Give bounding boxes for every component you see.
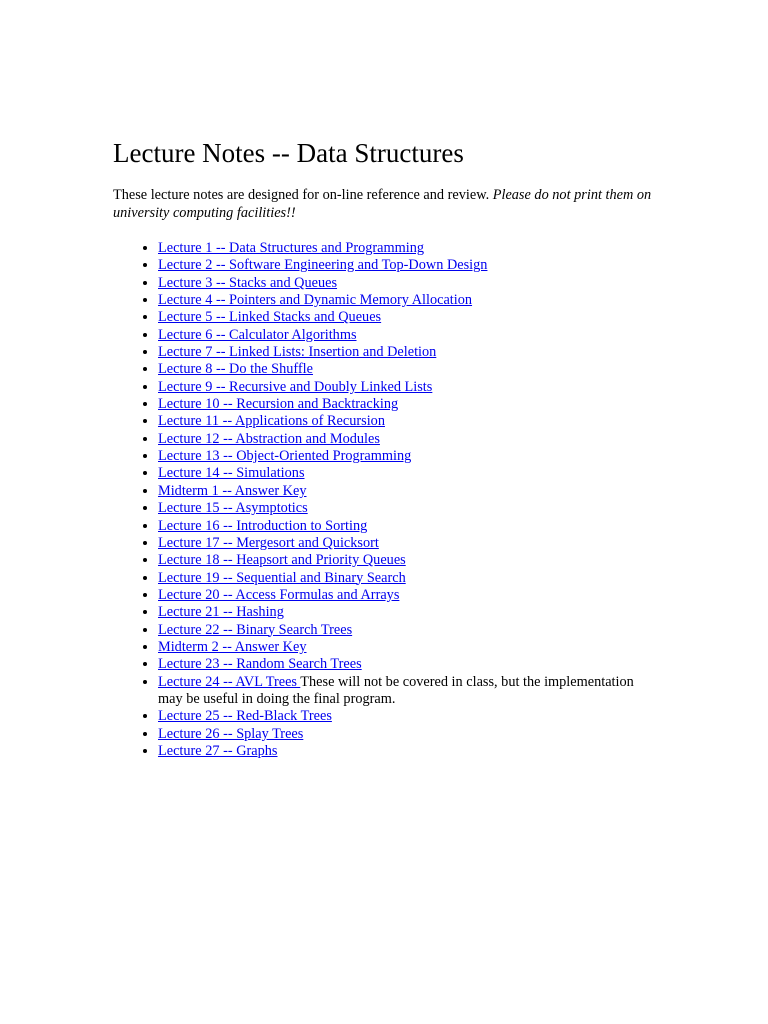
lecture-link[interactable]: Lecture 14 -- Simulations xyxy=(158,465,305,482)
list-item xyxy=(158,552,653,569)
list-item xyxy=(158,240,653,257)
list-item xyxy=(158,587,653,604)
lecture-link[interactable]: Lecture 2 -- Software Engineering and Top-Down Design xyxy=(158,257,488,274)
lecture-link[interactable]: Lecture 7 -- Linked Lists: Insertion and Deletion xyxy=(158,344,437,361)
lecture-link[interactable]: Lecture 25 -- Red-Black Trees xyxy=(158,708,332,725)
list-item xyxy=(158,535,653,552)
lecture-link[interactable]: Lecture 22 -- Binary Search Trees xyxy=(158,621,353,638)
list-item xyxy=(158,726,653,743)
lecture-link[interactable]: Lecture 18 -- Heapsort and Priority Queues xyxy=(158,552,406,569)
list-item xyxy=(158,275,653,292)
list-item xyxy=(158,292,653,309)
list-item xyxy=(158,483,653,500)
intro-emphasis: Please do not print them on university computing facilities!! xyxy=(113,187,652,221)
list-item xyxy=(158,500,653,517)
list-item xyxy=(158,396,653,413)
lecture-link[interactable]: Lecture 11 -- Applications of Recursion xyxy=(158,413,385,430)
lecture-link[interactable]: Lecture 16 -- Introduction to Sorting xyxy=(158,517,368,534)
list-item xyxy=(158,448,653,465)
lecture-link[interactable]: Lecture 17 -- Mergesort and Quicksort xyxy=(158,534,379,551)
intro-paragraph xyxy=(113,186,653,222)
lecture-list xyxy=(113,240,653,760)
lecture-link[interactable]: Lecture 27 -- Graphs xyxy=(158,742,278,759)
lecture-link[interactable]: Lecture 4 -- Pointers and Dynamic Memory Allocation xyxy=(158,292,473,309)
lecture-link[interactable]: Midterm 2 -- Answer Key xyxy=(158,638,307,655)
lecture-link[interactable]: Lecture 24 -- AVL Trees xyxy=(158,673,301,690)
list-item xyxy=(158,327,653,344)
list-item xyxy=(158,604,653,621)
lecture-link[interactable]: Lecture 15 -- Asymptotics xyxy=(158,500,308,517)
intro-text: These lecture notes are designed for on-line reference and review. xyxy=(113,187,493,203)
list-item xyxy=(158,622,653,639)
lecture-link[interactable]: Midterm 1 -- Answer Key xyxy=(158,482,307,499)
list-item xyxy=(158,379,653,396)
list-item xyxy=(158,674,653,709)
list-item xyxy=(158,639,653,656)
list-item xyxy=(158,656,653,673)
lecture-link[interactable]: Lecture 19 -- Sequential and Binary Search xyxy=(158,569,406,586)
lecture-note: These will not be covered in class, but the implementation may be useful in doing the final program. xyxy=(158,673,634,707)
list-item xyxy=(158,465,653,482)
lecture-link[interactable]: Lecture 9 -- Recursive and Doubly Linked Lists xyxy=(158,378,433,395)
lecture-link[interactable]: Lecture 10 -- Recursion and Backtracking xyxy=(158,396,399,413)
list-item xyxy=(158,570,653,587)
list-item xyxy=(158,361,653,378)
lecture-link[interactable]: Lecture 21 -- Hashing xyxy=(158,604,284,621)
lecture-link[interactable]: Lecture 13 -- Object-Oriented Programming xyxy=(158,448,412,465)
lecture-link[interactable]: Lecture 3 -- Stacks and Queues xyxy=(158,274,338,291)
list-item xyxy=(158,743,653,760)
list-item xyxy=(158,518,653,535)
lecture-link[interactable]: Lecture 1 -- Data Structures and Programming xyxy=(158,240,424,256)
list-item xyxy=(158,708,653,725)
lecture-link[interactable]: Lecture 6 -- Calculator Algorithms xyxy=(158,326,357,343)
lecture-link[interactable]: Lecture 8 -- Do the Shuffle xyxy=(158,361,313,378)
lecture-link[interactable]: Lecture 12 -- Abstraction and Modules xyxy=(158,430,380,447)
list-item xyxy=(158,431,653,448)
page-title: Lecture Notes -- Data Structures xyxy=(113,138,464,168)
list-item xyxy=(158,413,653,430)
list-item xyxy=(158,344,653,361)
lecture-link[interactable]: Lecture 23 -- Random Search Trees xyxy=(158,656,362,673)
document-page xyxy=(113,137,653,760)
lecture-link[interactable]: Lecture 26 -- Splay Trees xyxy=(158,725,304,742)
lecture-link[interactable]: Lecture 5 -- Linked Stacks and Queues xyxy=(158,309,382,326)
list-item xyxy=(158,257,653,274)
list-item xyxy=(158,309,653,326)
lecture-link[interactable]: Lecture 20 -- Access Formulas and Arrays xyxy=(158,586,400,603)
